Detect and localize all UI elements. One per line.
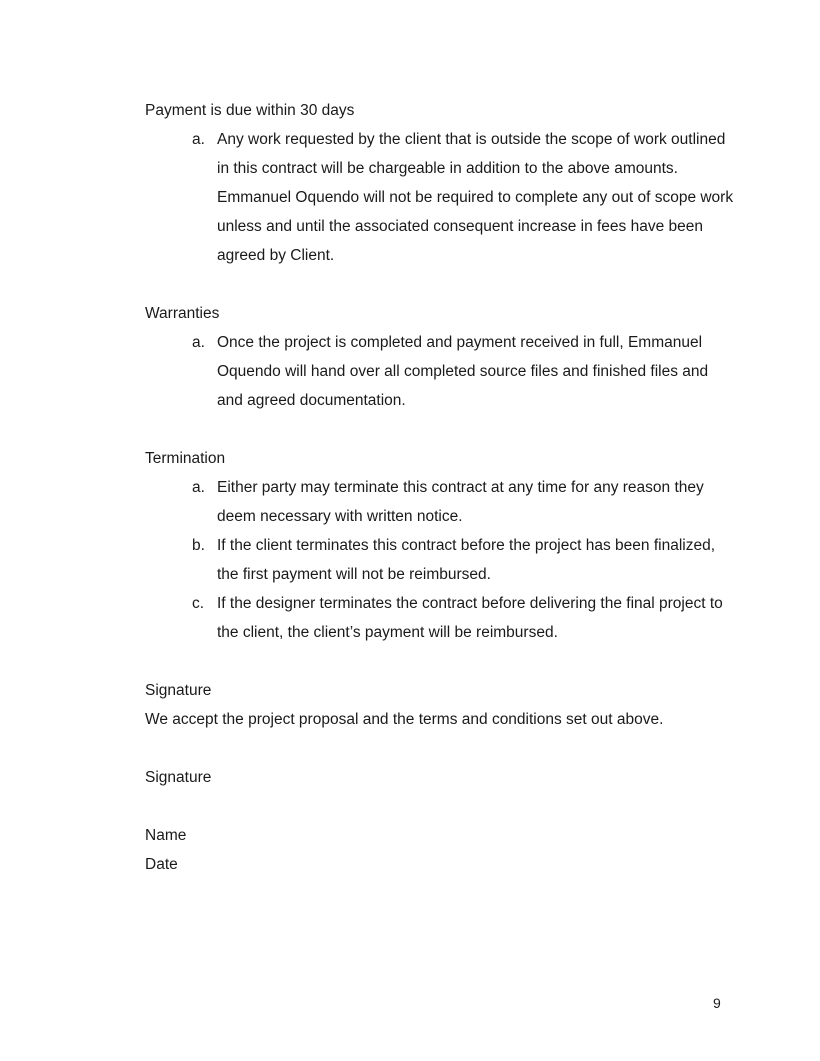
signature-heading: Signature (145, 682, 212, 699)
signature-label: Signature (145, 769, 212, 786)
list-marker: a. (192, 334, 205, 351)
list-marker: c. (192, 595, 205, 612)
warranties-heading: Warranties (145, 305, 220, 322)
name-label: Name (145, 827, 187, 844)
list-item (145, 328, 735, 415)
termination-heading: Termination (145, 450, 226, 467)
payment-heading: Payment is due within 30 days (145, 102, 355, 119)
warranties-section (145, 299, 735, 415)
list-item (145, 531, 735, 589)
list-marker: a. (192, 131, 205, 148)
payment-section (145, 96, 735, 270)
list-item-text: Either party may terminate this contract at any time for any reason they deem necessary with written notice. (217, 479, 704, 525)
list-item-text: If the designer terminates the contract before delivering the final project to the client, the client’s payment will be reimbursed. (217, 595, 723, 641)
page-content (145, 96, 735, 879)
warranties-list (145, 328, 735, 415)
list-item (145, 589, 735, 647)
date-label: Date (145, 856, 178, 873)
list-marker: a. (192, 479, 205, 496)
list-item-text: Any work requested by the client that is outside the scope of work outlined in this contract will be chargeable in addition to the above amounts. Emmanuel Oquendo will not be required to complete any out of scope work unless and until the associated consequent increase in fees have been agreed by Client. (217, 131, 734, 264)
page-number: 9 (713, 995, 721, 1011)
list-item-text: Once the project is completed and payment received in full, Emmanuel Oquendo will hand over all completed source files and finished files and and agreed documentation. (217, 334, 709, 409)
list-item-text: If the client terminates this contract before the project has been finalized, the first payment will not be reimbursed. (217, 537, 715, 583)
list-item (145, 473, 735, 531)
signature-section (145, 676, 735, 879)
list-marker: b. (192, 537, 205, 554)
list-item (145, 125, 735, 270)
acceptance-statement: We accept the project proposal and the terms and conditions set out above. (145, 711, 664, 728)
termination-section (145, 444, 735, 647)
termination-list (145, 473, 735, 647)
payment-list (145, 125, 735, 270)
